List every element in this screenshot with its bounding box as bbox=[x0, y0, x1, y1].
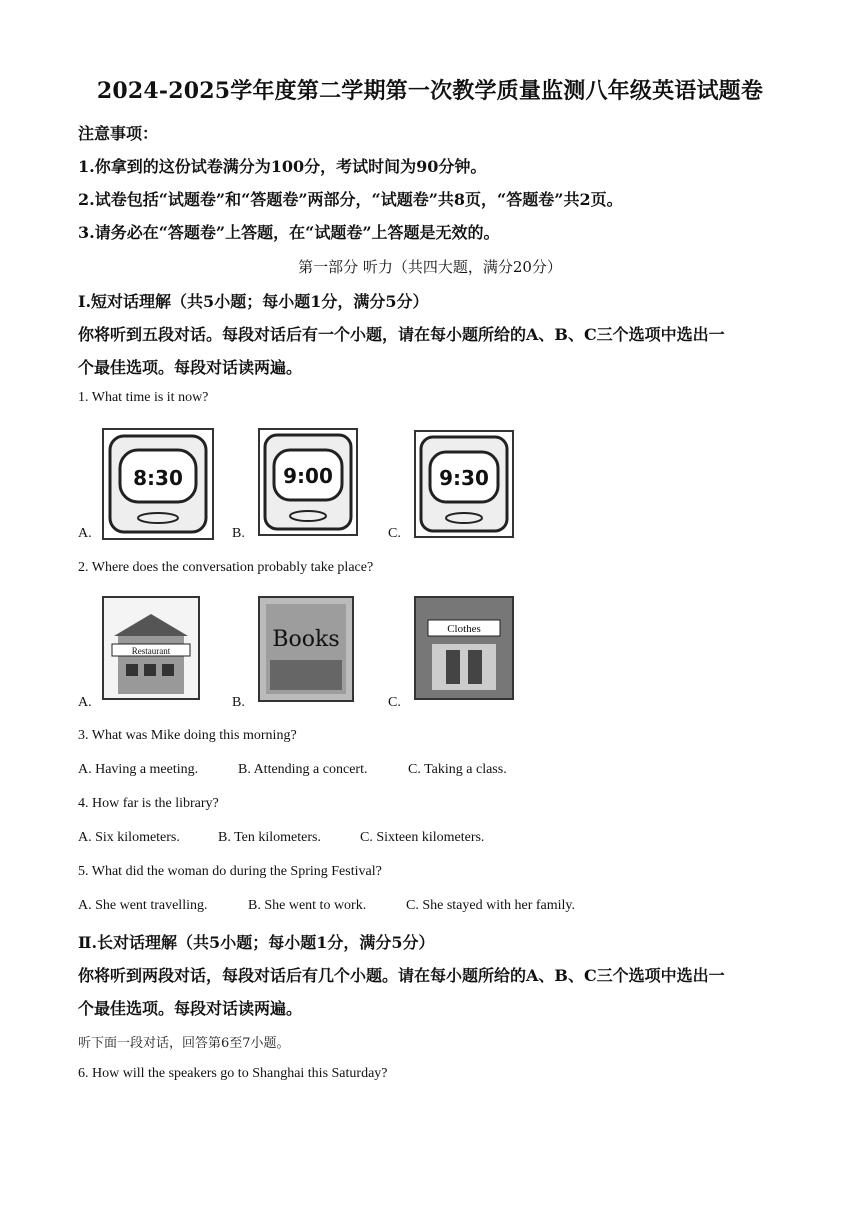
q2-option-c-label: C. bbox=[388, 695, 401, 710]
bookstore-sign: Books bbox=[272, 627, 340, 652]
q4-option-c: C. Sixteen kilometers. bbox=[360, 830, 485, 845]
section2-sub-instruction: 听下面一段对话，回答第6至7小题。 bbox=[78, 1036, 290, 1051]
q4-question: 4. How far is the library? bbox=[78, 796, 219, 811]
q6-question: 6. How will the speakers go to Shanghai this Saturday? bbox=[78, 1066, 388, 1081]
q4-option-a: A. Six kilometers. bbox=[78, 830, 180, 845]
q1-option-a-label: A. bbox=[78, 526, 92, 541]
restaurant-sign: Restaurant bbox=[131, 646, 171, 656]
restaurant-image-a bbox=[102, 596, 200, 700]
clock-image-b bbox=[258, 428, 358, 536]
q5-option-b: B. She went to work. bbox=[248, 898, 367, 913]
q3-option-c: C. Taking a class. bbox=[408, 762, 507, 777]
q2-option-a-label: A. bbox=[78, 695, 92, 710]
q2-question: 2. Where does the conversation probably take place? bbox=[78, 560, 374, 575]
section2-instruction-line2: 个最佳选项。每段对话读两遍。 bbox=[78, 999, 303, 1018]
clock-b-time: 9:00 bbox=[283, 464, 333, 488]
q1-option-c-label: C. bbox=[388, 526, 401, 541]
notice-item-2: 2.试卷包括“试题卷”和“答题卷”两部分，“试题卷”共8页，“答题卷”共2页。 bbox=[78, 190, 623, 209]
bookstore-image-b bbox=[258, 596, 354, 702]
q1-option-b-label: B. bbox=[232, 526, 245, 541]
notice-heading: 注意事项： bbox=[78, 124, 159, 143]
clock-c-time: 9:30 bbox=[439, 466, 489, 490]
section1-heading: Ⅰ.短对话理解（共5小题；每小题1分，满分5分） bbox=[78, 292, 429, 311]
q3-question: 3. What was Mike doing this morning? bbox=[78, 728, 297, 743]
clock-a-time: 8:30 bbox=[133, 466, 183, 490]
page-title: 2024-2025学年度第二学期第一次教学质量监测八年级英语试题卷 bbox=[96, 78, 764, 104]
q5-option-c: C. She stayed with her family. bbox=[406, 898, 576, 913]
section1-instruction-line2: 个最佳选项。每段对话读两遍。 bbox=[78, 358, 303, 377]
section2-heading: Ⅱ.长对话理解（共5小题；每小题1分，满分5分） bbox=[78, 933, 435, 952]
q3-option-a: A. Having a meeting. bbox=[78, 762, 199, 777]
q5-option-a: A. She went travelling. bbox=[78, 898, 208, 913]
q1-question: 1. What time is it now? bbox=[78, 390, 209, 405]
notice-item-3: 3.请务必在“答题卷”上答题，在“试题卷”上答题是无效的。 bbox=[78, 223, 500, 242]
section1-instruction-line1: 你将听到五段对话。每段对话后有一个小题，请在每小题所给的A、B、C三个选项中选出一 bbox=[78, 325, 725, 344]
notice-item-1: 1.你拿到的这份试卷满分为100分，考试时间为90分钟。 bbox=[78, 157, 487, 176]
clothes-sign: Clothes bbox=[447, 623, 481, 635]
q4-option-b: B. Ten kilometers. bbox=[218, 830, 321, 845]
q2-option-b-label: B. bbox=[232, 695, 245, 710]
part1-heading: 第一部分 听力（共四大题，满分20分） bbox=[298, 258, 562, 276]
clock-image-a bbox=[102, 428, 214, 540]
section2-instruction-line1: 你将听到两段对话，每段对话后有几个小题。请在每小题所给的A、B、C三个选项中选出一 bbox=[78, 966, 725, 985]
clock-image-c bbox=[414, 430, 514, 538]
q3-option-b: B. Attending a concert. bbox=[238, 762, 368, 777]
q5-question: 5. What did the woman do during the Spring Festival? bbox=[78, 864, 382, 879]
clothes-shop-image-c bbox=[414, 596, 514, 700]
